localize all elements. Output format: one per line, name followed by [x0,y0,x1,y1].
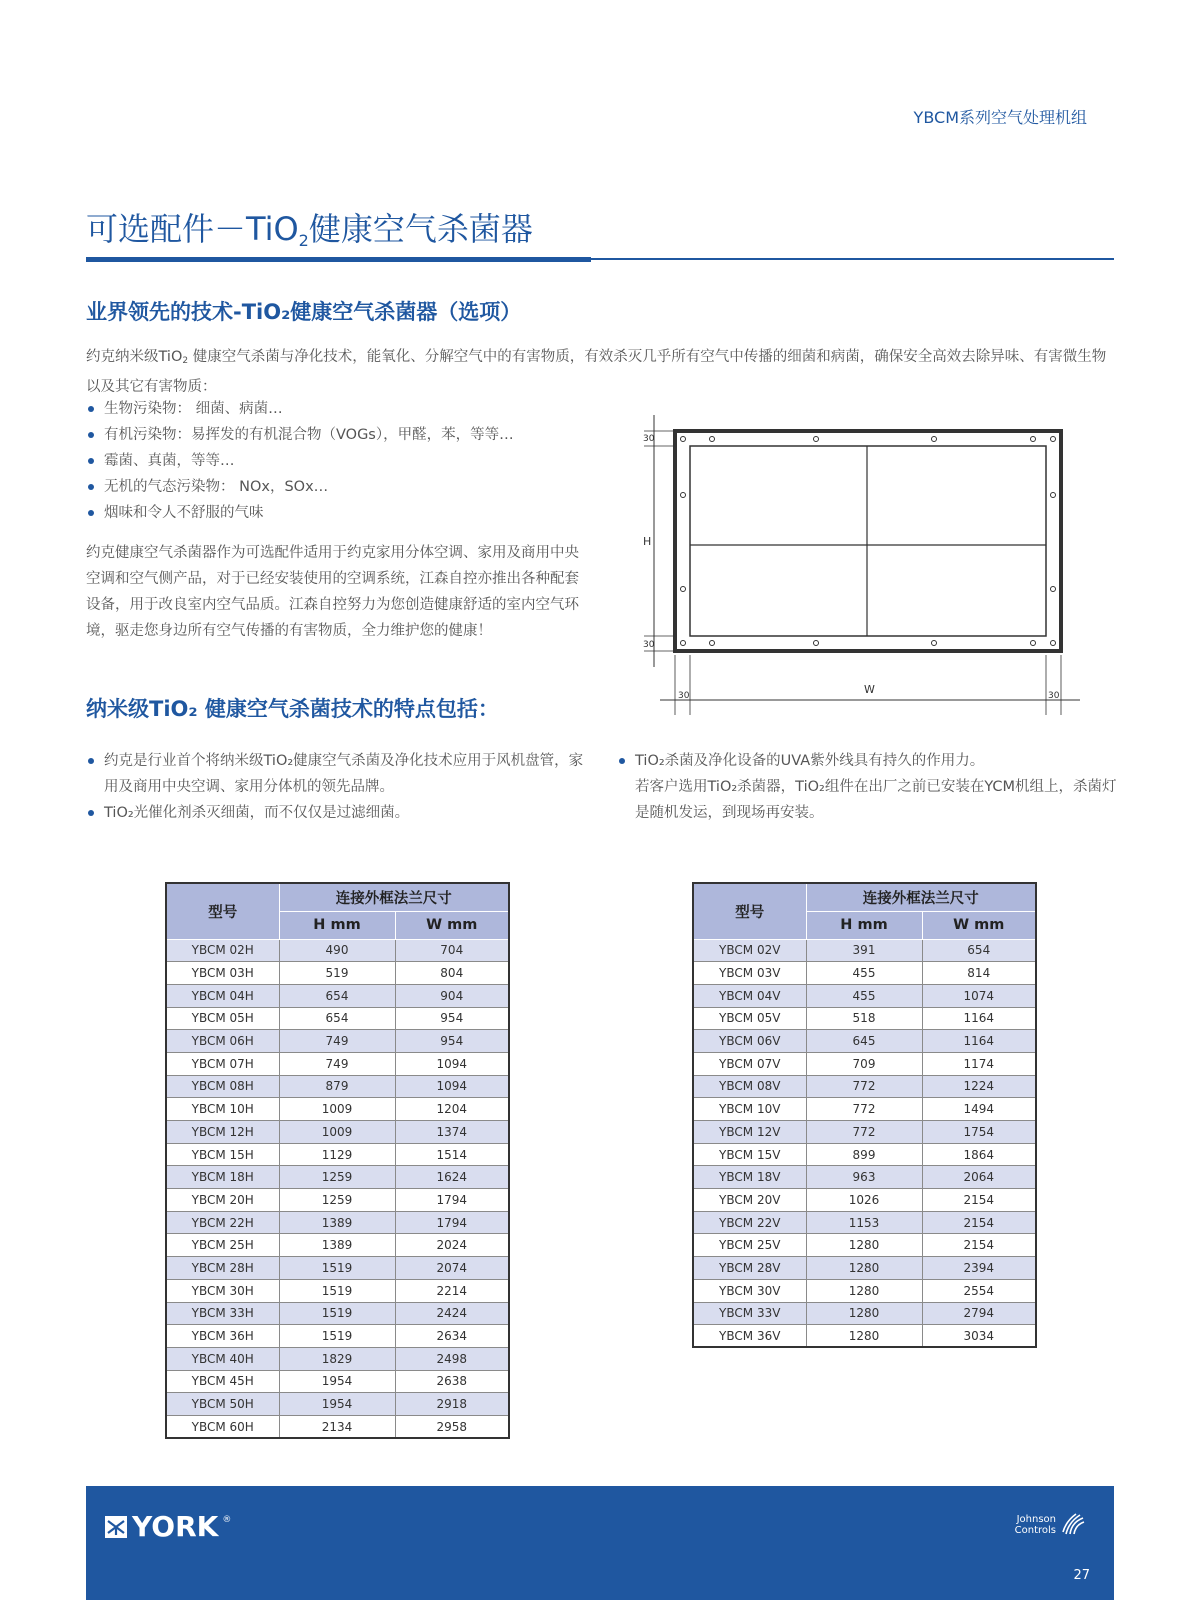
jc-line1: Johnson [1016,1514,1056,1525]
cell-h-mm: 709 [806,1052,922,1075]
cell-w-mm: 1094 [395,1075,509,1098]
table-row [166,1211,509,1234]
section2-heading: 纳米级TiO₂ 健康空气杀菌技术的特点包括： [86,697,499,721]
cell-w-mm: 1864 [922,1143,1036,1166]
cell-w-mm: 1174 [922,1052,1036,1075]
cell-w-mm: 2394 [922,1257,1036,1280]
cell-w-mm: 2154 [922,1211,1036,1234]
table-row [166,1302,509,1325]
cell-model: YBCM 30H [166,1279,279,1302]
cell-h-mm: 391 [806,939,922,962]
page-title [86,204,533,250]
dim-w-label: W [864,683,875,696]
bolt-hole [932,641,937,646]
cell-h-mm: 772 [806,1121,922,1144]
intro-text-b: 健康空气杀菌与净化技术，能氧化、分解空气中的有害物质，有效杀灭几乎所有空气中传播的细菌和病菌，确保安全高效去除异味、有害微生物以及其它有害物质： [86,349,1107,395]
cell-w-mm: 2638 [395,1370,509,1393]
pollutant-list [86,396,646,526]
table-row [693,1325,1036,1348]
column-header-h: H mm [806,911,922,939]
list-item: TiO₂光催化剂杀灭细菌，而不仅仅是过滤细菌。 [86,800,594,826]
flange-frame-diagram [640,415,1100,725]
cell-model: YBCM 45H [166,1370,279,1393]
cell-w-mm: 1164 [922,1007,1036,1030]
cell-model: YBCM 12V [693,1121,806,1144]
cell-h-mm: 2134 [279,1415,395,1438]
list-item: TiO₂杀菌及净化设备的UVA紫外线具有持久的作用力。 [617,748,1117,774]
york-wordmark: YORK [132,1510,219,1543]
column-header-model: 型号 [166,883,279,939]
table-row [693,1234,1036,1257]
table-row [166,962,509,985]
cell-w-mm: 3034 [922,1325,1036,1348]
bolt-hole [1051,641,1056,646]
cell-model: YBCM 18V [693,1166,806,1189]
cell-w-mm: 904 [395,984,509,1007]
cell-model: YBCM 60H [166,1415,279,1438]
cell-w-mm: 954 [395,1007,509,1030]
cell-w-mm: 804 [395,962,509,985]
table-row [693,1075,1036,1098]
frame-outer [675,431,1061,651]
list-item: 有机污染物：易挥发的有机混合物（VOGs），甲醛，苯，等等… [86,422,646,448]
cell-h-mm: 455 [806,962,922,985]
table-row [166,1075,509,1098]
cell-w-mm: 1164 [922,1030,1036,1053]
footer-bar [86,1486,1114,1600]
cell-w-mm: 954 [395,1030,509,1053]
cell-model: YBCM 33V [693,1302,806,1325]
bolt-hole [1051,587,1056,592]
cell-w-mm: 704 [395,939,509,962]
cell-model: YBCM 02V [693,939,806,962]
table-row [693,1279,1036,1302]
cell-model: YBCM 22H [166,1211,279,1234]
table-row [693,939,1036,962]
bolt-hole [710,437,715,442]
dimension-table-h [165,882,510,1439]
table-row [693,1007,1036,1030]
cell-h-mm: 772 [806,1075,922,1098]
frame-inner [690,446,1046,636]
table-row [693,1121,1036,1144]
cell-h-mm: 654 [279,984,395,1007]
cell-h-mm: 1259 [279,1189,395,1212]
table-row [166,1098,509,1121]
table-row [693,1166,1036,1189]
bolt-hole [681,641,686,646]
cell-h-mm: 772 [806,1098,922,1121]
cell-model: YBCM 30V [693,1279,806,1302]
column-header-w: W mm [922,911,1036,939]
table-row [166,1143,509,1166]
cell-model: YBCM 10H [166,1098,279,1121]
title-subscript: 2 [298,231,309,250]
johnson-controls-logo [1015,1512,1086,1538]
cell-h-mm: 963 [806,1166,922,1189]
cell-w-mm: 1494 [922,1098,1036,1121]
list-item: 无机的气态污染物： NOx，SOx… [86,474,646,500]
table-row [693,1098,1036,1121]
title-main: 可选配件－TiO [86,210,299,248]
table-row [166,1189,509,1212]
cell-w-mm: 2154 [922,1234,1036,1257]
title-underline-accent [86,257,591,262]
cell-model: YBCM 10V [693,1098,806,1121]
table-row [166,1052,509,1075]
cell-w-mm: 1074 [922,984,1036,1007]
cell-model: YBCM 20H [166,1189,279,1212]
cell-w-mm: 1204 [395,1098,509,1121]
cell-h-mm: 1009 [279,1098,395,1121]
list-item: 约克是行业首个将纳米级TiO₂健康空气杀菌及净化技术应用于风机盘管，家用及商用中央空调、家用分体机的领先品牌。 [86,748,594,800]
cell-h-mm: 1519 [279,1302,395,1325]
cell-w-mm: 2498 [395,1347,509,1370]
cell-model: YBCM 25H [166,1234,279,1257]
cell-h-mm: 879 [279,1075,395,1098]
cell-w-mm: 814 [922,962,1036,985]
cell-model: YBCM 28H [166,1257,279,1280]
bolt-hole [1031,437,1036,442]
dim-30-right: 30 [1048,691,1060,701]
table-row [166,1234,509,1257]
cell-model: YBCM 22V [693,1211,806,1234]
table-row [693,1143,1036,1166]
cell-model: YBCM 08H [166,1075,279,1098]
cell-h-mm: 1259 [279,1166,395,1189]
section1-paragraph2: 约克健康空气杀菌器作为可选配件适用于约克家用分体空调、家用及商用中央空调和空气侧产品，对于已经安装使用的空调系统，江森自控亦推出各种配套设备，用于改良室内空气品质。江森自控努力为您创造健康舒适的室内空气环境，驱走您身边所有空气传播的有害物质，全力维护您的健康！ [86,545,579,639]
cell-model: YBCM 04V [693,984,806,1007]
cell-model: YBCM 02H [166,939,279,962]
cell-model: YBCM 03V [693,962,806,985]
table-row [693,1030,1036,1053]
header-series-title: YBCM系列空气处理机组 [913,108,1087,127]
cell-w-mm: 2074 [395,1257,509,1280]
cell-h-mm: 1954 [279,1393,395,1416]
cell-h-mm: 1389 [279,1211,395,1234]
bolt-hole [1031,641,1036,646]
table-row [166,1030,509,1053]
section1-intro [86,344,1114,400]
cell-w-mm: 2958 [395,1415,509,1438]
cell-w-mm: 1794 [395,1189,509,1212]
cell-h-mm: 1519 [279,1325,395,1348]
cell-h-mm: 654 [279,1007,395,1030]
cell-h-mm: 455 [806,984,922,1007]
table-row [166,939,509,962]
table-row [166,1415,509,1438]
cell-w-mm: 2634 [395,1325,509,1348]
cell-w-mm: 2554 [922,1279,1036,1302]
cell-w-mm: 1094 [395,1052,509,1075]
cell-h-mm: 518 [806,1007,922,1030]
cell-model: YBCM 20V [693,1189,806,1212]
cell-w-mm: 1754 [922,1121,1036,1144]
cell-h-mm: 1129 [279,1143,395,1166]
cell-h-mm: 645 [806,1030,922,1053]
cell-h-mm: 1280 [806,1325,922,1348]
cell-w-mm: 2214 [395,1279,509,1302]
cell-h-mm: 1829 [279,1347,395,1370]
cell-h-mm: 1280 [806,1279,922,1302]
table-row [166,1257,509,1280]
cell-h-mm: 1280 [806,1257,922,1280]
cell-model: YBCM 28V [693,1257,806,1280]
cell-h-mm: 1519 [279,1257,395,1280]
page-number: 27 [1073,1568,1090,1583]
features-list-right [617,748,1117,774]
table-row [166,1370,509,1393]
cell-h-mm: 1026 [806,1189,922,1212]
bolt-hole [681,437,686,442]
intro-subscript: 2 [182,356,189,366]
cell-w-mm: 1514 [395,1143,509,1166]
cell-h-mm: 899 [806,1143,922,1166]
cell-model: YBCM 18H [166,1166,279,1189]
dim-h-label: H [643,535,652,548]
bolt-hole [681,587,686,592]
table-row [166,1166,509,1189]
cell-model: YBCM 08V [693,1075,806,1098]
trademark: ® [222,1514,232,1525]
cell-w-mm: 2424 [395,1302,509,1325]
cell-h-mm: 519 [279,962,395,985]
cell-model: YBCM 36H [166,1325,279,1348]
jc-line2: Controls [1014,1525,1056,1536]
table-row [166,1325,509,1348]
cell-model: YBCM 50H [166,1393,279,1416]
cell-h-mm: 1519 [279,1279,395,1302]
table-row [166,1347,509,1370]
table-row [693,1257,1036,1280]
cell-model: YBCM 15V [693,1143,806,1166]
column-header-w: W mm [395,911,509,939]
cell-model: YBCM 06H [166,1030,279,1053]
dimension-table-v [692,882,1037,1348]
column-header-flange: 连接外框法兰尺寸 [806,883,1036,911]
table-row [166,1393,509,1416]
cell-model: YBCM 05V [693,1007,806,1030]
dim-30-top: 30 [643,434,655,444]
cell-model: YBCM 33H [166,1302,279,1325]
dim-30-left: 30 [678,691,690,701]
installation-note: 若客户选用TiO₂杀菌器，TiO₂组件在出厂之前已安装在YCM机组上，杀菌灯是随机发运，到现场再安装。 [635,779,1117,821]
cell-model: YBCM 04H [166,984,279,1007]
cell-w-mm: 2154 [922,1189,1036,1212]
cell-w-mm: 1794 [395,1211,509,1234]
cell-w-mm: 1224 [922,1075,1036,1098]
cell-h-mm: 490 [279,939,395,962]
table-row [166,1007,509,1030]
cell-w-mm: 1624 [395,1166,509,1189]
cell-model: YBCM 07V [693,1052,806,1075]
york-emblem-icon [104,1515,128,1539]
dim-30-bottom: 30 [643,640,655,650]
cell-w-mm: 2024 [395,1234,509,1257]
table-row [693,1211,1036,1234]
cell-model: YBCM 05H [166,1007,279,1030]
bolt-hole [814,437,819,442]
features-list-left [86,748,594,826]
table-row [166,984,509,1007]
table-body-h [166,939,509,1438]
cell-h-mm: 1280 [806,1234,922,1257]
cell-h-mm: 1153 [806,1211,922,1234]
cell-model: YBCM 12H [166,1121,279,1144]
cell-w-mm: 2064 [922,1166,1036,1189]
table-row [166,1121,509,1144]
york-logo [104,1510,231,1543]
bolt-hole [681,493,686,498]
list-item: 烟味和令人不舒服的气味 [86,500,646,526]
bolt-hole [932,437,937,442]
cell-h-mm: 749 [279,1052,395,1075]
list-item: 生物污染物： 细菌、病菌… [86,396,646,422]
column-header-flange: 连接外框法兰尺寸 [279,883,509,911]
cell-model: YBCM 40H [166,1347,279,1370]
table-row [166,1279,509,1302]
cell-model: YBCM 06V [693,1030,806,1053]
cell-w-mm: 1374 [395,1121,509,1144]
johnson-controls-swirl-icon [1060,1512,1086,1538]
title-rest: 健康空气杀菌器 [308,210,533,248]
cell-h-mm: 1280 [806,1302,922,1325]
cell-model: YBCM 25V [693,1234,806,1257]
intro-text-a: 约克纳米级TiO [86,349,183,365]
cell-h-mm: 1009 [279,1121,395,1144]
table-row [693,984,1036,1007]
table-body-v [693,939,1036,1347]
cell-h-mm: 1389 [279,1234,395,1257]
table-row [693,1189,1036,1212]
bolt-hole [1051,437,1056,442]
cell-model: YBCM 07H [166,1052,279,1075]
cell-model: YBCM 36V [693,1325,806,1348]
cell-model: YBCM 15H [166,1143,279,1166]
bolt-hole [814,641,819,646]
cell-w-mm: 2918 [395,1393,509,1416]
cell-h-mm: 1954 [279,1370,395,1393]
cell-w-mm: 654 [922,939,1036,962]
cell-h-mm: 749 [279,1030,395,1053]
bolt-hole [710,641,715,646]
cell-model: YBCM 03H [166,962,279,985]
table-row [693,962,1036,985]
table-row [693,1052,1036,1075]
section1-heading: 业界领先的技术-TiO₂健康空气杀菌器（选项） [86,300,522,324]
column-header-model: 型号 [693,883,806,939]
bolt-hole [1051,493,1056,498]
table-row [693,1302,1036,1325]
column-header-h: H mm [279,911,395,939]
cell-w-mm: 2794 [922,1302,1036,1325]
list-item: 霉菌、真菌，等等… [86,448,646,474]
